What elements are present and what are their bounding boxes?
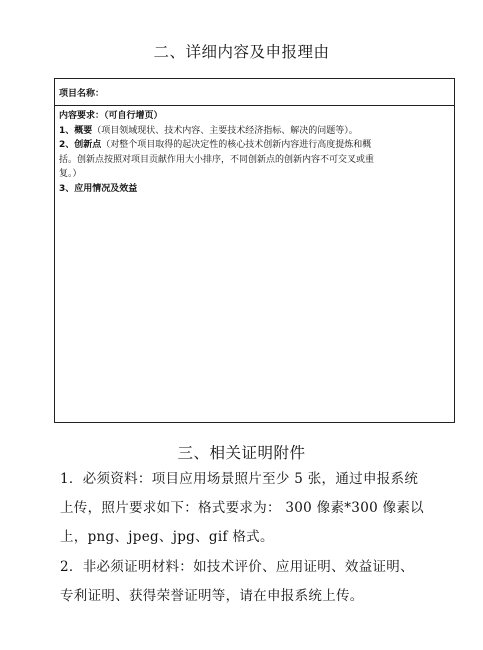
project-name-label: 项目名称：	[59, 89, 105, 99]
section-title-details: 二、详细内容及申报理由	[153, 43, 330, 61]
optional-materials-line-2: 专利证明、获得荣誉证明等，请在申报系统上传。	[60, 588, 364, 604]
project-name-row[interactable]	[55, 79, 454, 106]
item-innovation-text-3: 复。）	[59, 169, 82, 179]
required-materials-line-3: 上，png、jpeg、jpg、gif 格式。	[60, 529, 274, 545]
item-innovation	[59, 138, 448, 182]
item-innovation-text-1: （对整个项目取得的起决定性的核心技术创新内容进行高度提炼和概	[101, 140, 372, 150]
item-innovation-text-2: 括。创新点按照对项目贡献作用大小排序，不同创新点的创新内容不可交叉或重	[59, 154, 375, 165]
details-form-box	[54, 78, 455, 423]
required-materials-paragraph	[60, 465, 432, 552]
item-overview-label: 1、概要	[59, 125, 93, 136]
optional-materials-paragraph	[60, 553, 432, 611]
optional-materials-line-1: 2．非必须证明材料：如技术评价、应用证明、效益证明、	[60, 559, 414, 575]
item-overview-text: （项目领域现状、技术内容、主要技术经济指标、解决的问题等）。	[92, 125, 358, 136]
content-requirements-area[interactable]	[55, 106, 454, 196]
item-overview	[59, 124, 448, 139]
content-requirements-label: 内容要求：（可自行增页）	[59, 111, 163, 121]
required-materials-line-2: 上传，照片要求如下：格式要求为： 300 像素*300 像素以	[60, 500, 424, 516]
section-title-attachments: 三、相关证明附件	[177, 444, 306, 462]
item-innovation-label: 2、创新点	[59, 140, 102, 150]
item-application-label: 3、应用情况及效益	[59, 183, 138, 194]
required-materials-line-1: 1．必须资料：项目应用场景照片至少 5 张，通过申报系统	[60, 471, 419, 487]
